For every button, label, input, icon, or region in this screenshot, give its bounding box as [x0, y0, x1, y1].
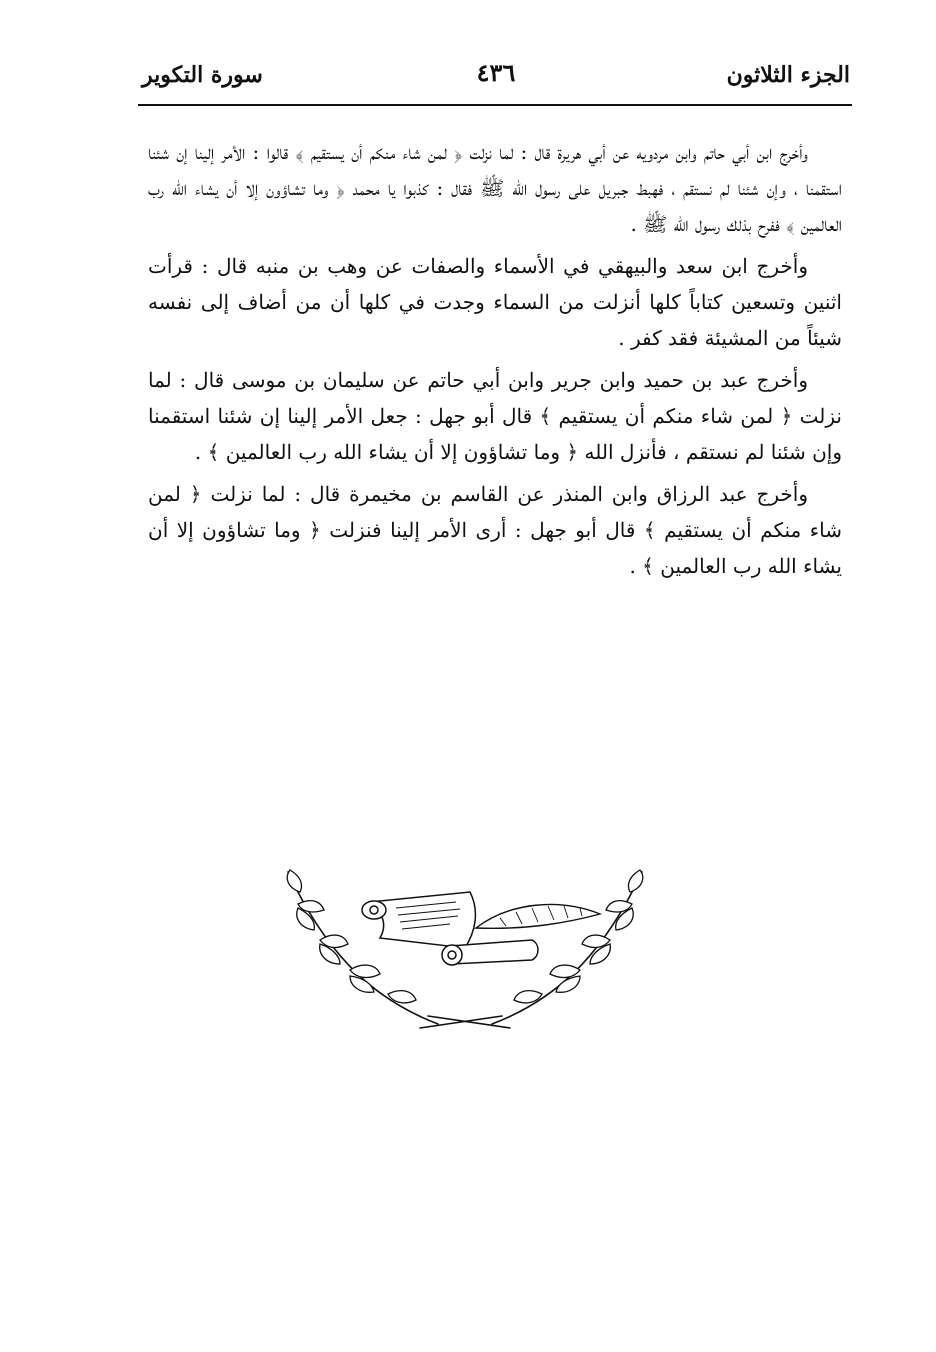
page-header [142, 58, 850, 94]
header-rule [138, 104, 852, 106]
page-body [148, 134, 842, 590]
scroll-quill-laurel-icon [270, 852, 660, 1032]
paragraph: وأخرج ابن أبي حاتم وابن مردويه عن أبي هريرة قال : لما نزلت ﴿ لمن شاء منكم أن يستقيم ﴾ قالوا : الأمر إلينا إن شئنا استقمنا ، وإن شئنا لم نستقم ، فهبط جبريل على رسول الله ﷺ فقال : كذبوا يا محمد ﴿ وما تشاؤون إلا أن يشاء الله رب العالمين ﴾ ففرح بذلك رسول الله ﷺ . [148, 140, 842, 236]
page-number: ٤٣٦ [476, 58, 516, 87]
paragraph: وأخرج ابن سعد والبيهقي في الأسماء والصفات عن وهب بن منبه قال : قرأت اثنين وتسعين كتاباً كلها أنزلت من السماء وجدت في كلها أن من أضاف إلى نفسه شيئاً من المشيئة فقد كفر . [148, 254, 842, 350]
paragraph: وأخرج عبد بن حميد وابن جرير وابن أبي حاتم عن سليمان بن موسى قال : لما نزلت ﴿ لمن شاء منكم أن يستقيم ﴾ قال أبو جهل : جعل الأمر إلينا إن شئنا استقمنا وإن شئنا لم نستقم ، فأنزل الله ﴿ وما تشاؤون إلا أن يشاء الله رب العالمين ﴾ . [148, 368, 842, 464]
juz-title: الجزء الثلاثون [726, 62, 850, 88]
paragraph: وأخرج عبد الرزاق وابن المنذر عن القاسم بن مخيمرة قال : لما نزلت ﴿ لمن شاء منكم أن يستقيم ﴾ قال أبو جهل : أرى الأمر إلينا فنزلت ﴿ وما تشاؤون إلا أن يشاء الله رب العالمين ﴾ . [148, 482, 842, 578]
surah-title: سورة التكوير [142, 62, 263, 88]
